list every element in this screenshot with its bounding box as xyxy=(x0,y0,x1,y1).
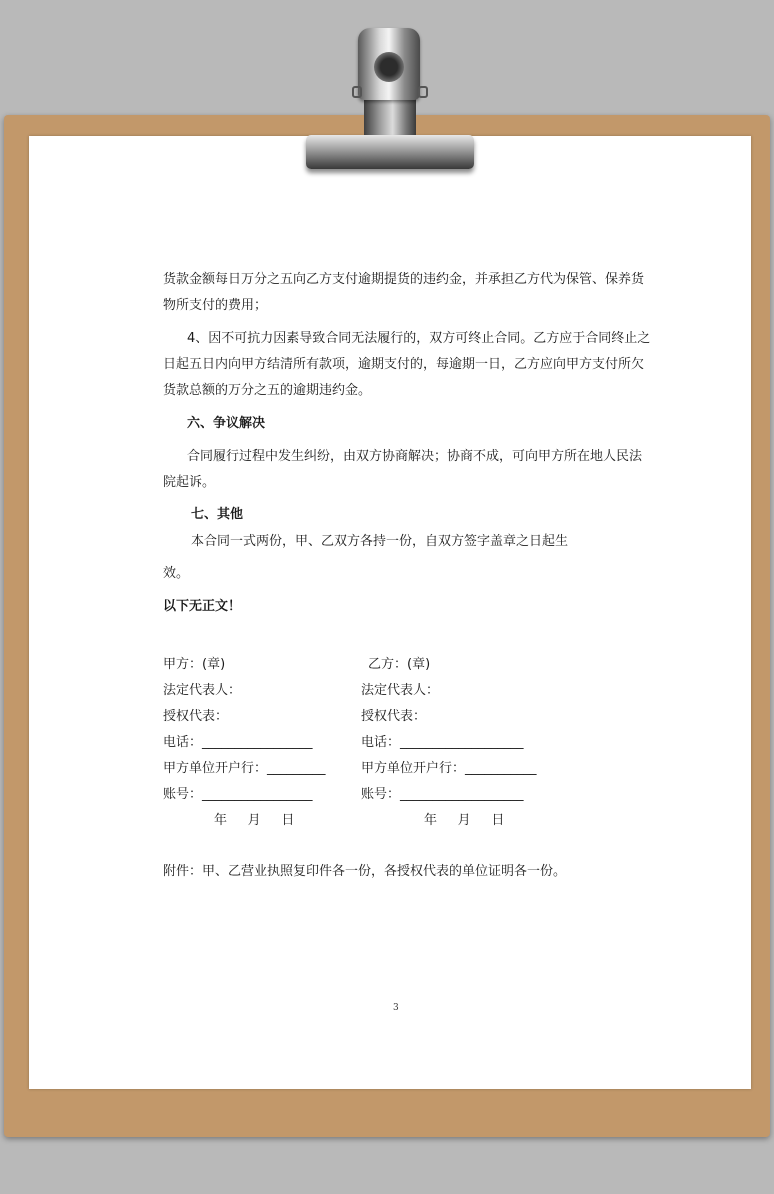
end-of-text-note: 以下无正文！ xyxy=(163,599,242,614)
party-a-bank: 甲方单位开户行：_________ xyxy=(163,761,326,776)
party-b-label: 乙方：(章) xyxy=(368,657,431,672)
attachment-note: 附件：甲、乙营业执照复印件各一份，各授权代表的单位证明各一份。 xyxy=(163,864,567,879)
body-line-1: 货款金额每日万分之五向乙方支付逾期提货的违约金，并承担乙方代为保管、保养货 xyxy=(163,272,645,287)
party-b-phone: 电话：___________________ xyxy=(361,735,524,750)
section-7-heading: 七、其他 xyxy=(191,507,244,522)
clause-4-line-2: 日起五日内向甲方结清所有款项，逾期支付的，每逾期一日，乙方应向甲方支付所欠 xyxy=(163,357,645,372)
section-6-line-1: 合同履行过程中发生纠纷，由双方协商解决；协商不成，可向甲方所在地人民法 xyxy=(187,449,643,464)
party-a-auth-rep: 授权代表： xyxy=(163,709,229,724)
section-7-line-1: 本合同一式两份，甲、乙双方各持一份，自双方签字盖章之日起生 xyxy=(191,534,569,549)
page-number: 3 xyxy=(393,1003,399,1013)
party-b-auth-rep: 授权代表： xyxy=(361,709,427,724)
section-6-heading: 六、争议解决 xyxy=(187,416,266,431)
party-a-phone: 电话：_________________ xyxy=(163,735,313,750)
party-a-account: 账号：_________________ xyxy=(163,787,313,802)
party-b-legal-rep: 法定代表人： xyxy=(361,683,440,698)
party-b-account: 账号：___________________ xyxy=(361,787,524,802)
party-b-bank: 甲方单位开户行：___________ xyxy=(361,761,537,776)
body-line-2: 物所支付的费用； xyxy=(163,298,268,313)
clause-4-line-1: 4、因不可抗力因素导致合同无法履行的，双方可终止合同。乙方应于合同终止之 xyxy=(187,331,651,346)
section-6-line-2: 院起诉。 xyxy=(163,475,216,490)
party-a-date: 年 月 日 xyxy=(214,813,295,828)
clause-4-line-3: 货款总额的万分之五的逾期违约金。 xyxy=(163,383,372,398)
party-b-date: 年 月 日 xyxy=(424,813,505,828)
party-a-legal-rep: 法定代表人： xyxy=(163,683,242,698)
section-7-line-2: 效。 xyxy=(163,566,190,581)
party-a-label: 甲方：(章) xyxy=(163,657,226,672)
